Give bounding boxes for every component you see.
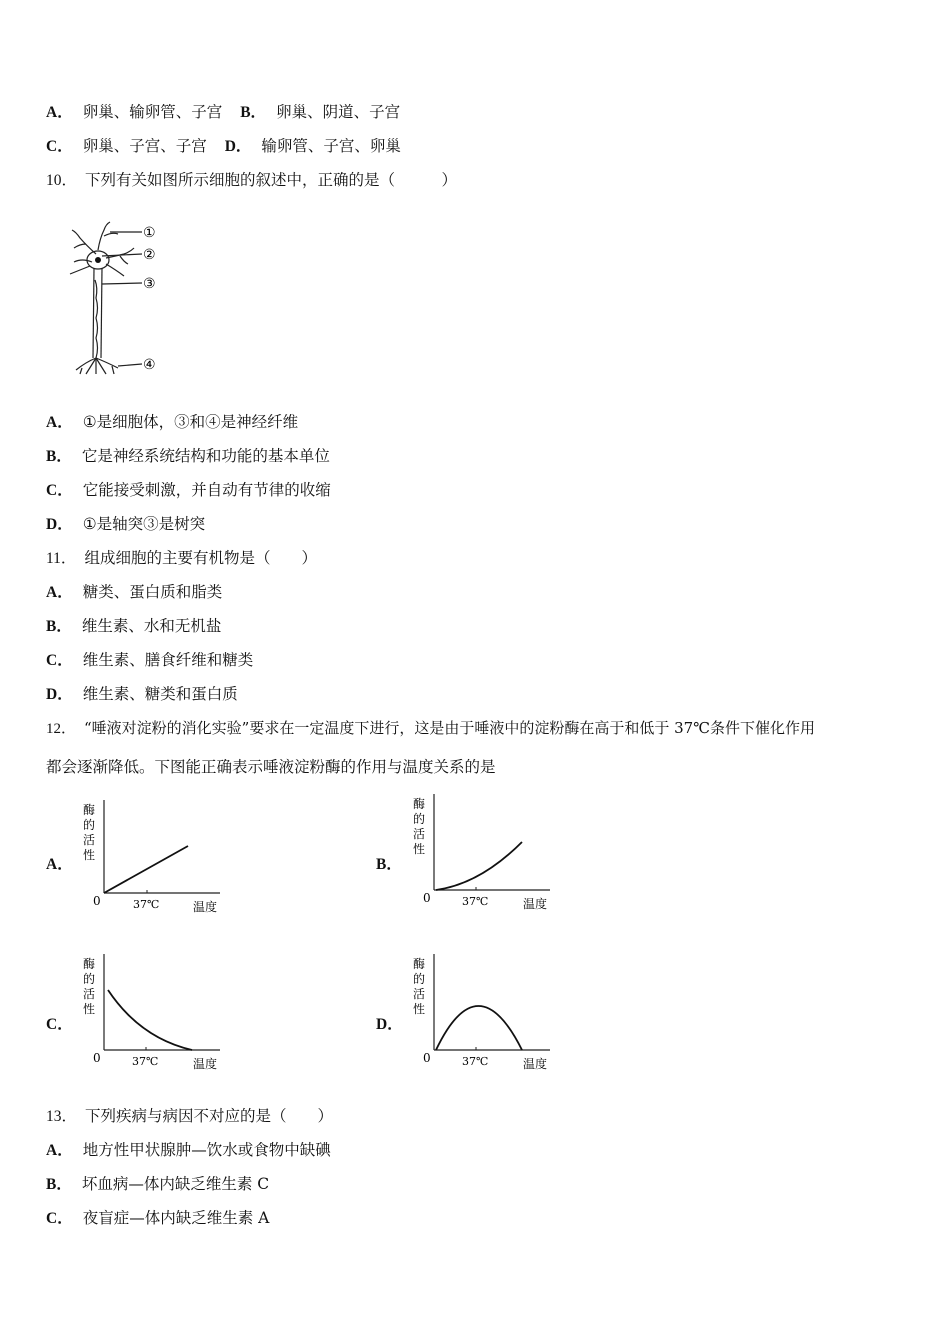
option-label: A． [46, 584, 73, 601]
y-char: 酶 [83, 803, 96, 817]
option-label: C． [46, 1210, 73, 1227]
option-label: D． [46, 686, 73, 703]
y-char: 活 [83, 987, 96, 1001]
q13-option-b [46, 1174, 269, 1195]
option-label: A． [46, 104, 73, 121]
origin-label: 0 [93, 894, 101, 908]
q10-option-c [46, 480, 331, 501]
option-text: 维生素、糖类和蛋白质 [82, 685, 238, 703]
option-label: B． [46, 1176, 72, 1193]
option-label: B． [46, 618, 72, 635]
question-text: 组成细胞的主要有机物是（ ） [84, 549, 317, 567]
y-char: 的 [413, 812, 426, 826]
y-char: 活 [83, 833, 96, 847]
tick-label: 37℃ [462, 1055, 489, 1068]
y-char: 酶 [413, 957, 426, 971]
q9-options-row-1 [46, 102, 400, 123]
q10-stem [46, 170, 457, 191]
option-text: ①是轴突③是树突 [82, 515, 206, 533]
option-text: ①是细胞体，③和④是神经纤维 [82, 413, 299, 431]
question-text: “唾液对淀粉的消化实验”要求在一定温度下进行，这是由于唾液中的淀粉酶在高于和低于 37℃条件下催化作用 [84, 719, 815, 737]
option-label: D． [224, 138, 252, 155]
q13-option-a [46, 1140, 331, 1161]
question-text-continued: 都会逐渐降低。下图能正确表示唾液淀粉酶的作用与温度关系的是 [46, 758, 496, 776]
y-axis-chars [83, 802, 95, 862]
y-char: 性 [83, 848, 96, 862]
tick-label: 37℃ [132, 1055, 159, 1068]
q11-option-d [46, 684, 238, 705]
graph-a [80, 798, 230, 916]
option-label: C． [46, 482, 73, 499]
tick-label: 37℃ [133, 898, 160, 911]
neuron-diagram [62, 218, 172, 380]
y-char: 性 [413, 842, 426, 856]
option-text: 维生素、膳食纤维和糖类 [82, 651, 254, 669]
q11-option-c [46, 650, 253, 671]
graph-label-b: B． [376, 856, 402, 873]
graph-c [80, 952, 230, 1074]
option-text: 坏血病—体内缺乏维生素 C [81, 1175, 270, 1193]
option-label: C． [46, 138, 73, 155]
q12-stem-line-1 [46, 718, 815, 739]
q11-option-a [46, 582, 222, 603]
y-char: 性 [83, 1002, 96, 1016]
curve-c [108, 990, 192, 1050]
question-number: 10． [46, 172, 78, 189]
q11-option-b [46, 616, 221, 637]
curve-a [104, 846, 188, 893]
origin-label: 0 [93, 1051, 101, 1065]
graph-label-d: D． [376, 1016, 403, 1033]
x-axis-label: 温度 [523, 1057, 548, 1071]
option-text: 地方性甲状腺肿—饮水或食物中缺碘 [82, 1141, 331, 1159]
origin-label: 0 [423, 1051, 431, 1065]
question-number: 12． [46, 721, 77, 737]
x-axis-label: 温度 [523, 897, 548, 911]
curve-b [436, 842, 522, 890]
y-char: 的 [83, 818, 96, 832]
question-number: 13． [46, 1108, 78, 1125]
option-label: B． [240, 104, 267, 121]
q10-option-d [46, 514, 205, 535]
option-label: A． [46, 1142, 73, 1159]
question-text: 下列疾病与病因不对应的是（ ） [85, 1107, 334, 1125]
y-char: 酶 [413, 797, 426, 811]
q13-stem [46, 1106, 333, 1127]
tick-label: 37℃ [462, 895, 489, 908]
label-1: ① [143, 225, 156, 241]
q13-option-c [46, 1208, 269, 1229]
option-text: 糖类、蛋白质和脂类 [82, 583, 223, 601]
y-char: 活 [413, 827, 426, 841]
option-text: 它能接受刺激，并自动有节律的收缩 [82, 481, 331, 499]
option-label: A． [46, 414, 73, 431]
question-text: 下列有关如图所示细胞的叙述中，正确的是（ ） [85, 171, 458, 189]
label-4: ④ [143, 357, 156, 373]
y-char: 活 [413, 987, 426, 1001]
option-text: 它是神经系统结构和功能的基本单位 [81, 447, 330, 465]
option-text: 卵巢、输卵管、子宫 [82, 103, 223, 121]
option-label: D． [46, 516, 73, 533]
y-char: 性 [413, 1002, 426, 1016]
q12-stem-line-2 [46, 757, 496, 777]
option-text: 维生素、水和无机盐 [81, 617, 222, 635]
q9-options-row-2 [46, 136, 401, 157]
question-number: 11． [46, 550, 77, 567]
graph-label-c: C． [46, 1016, 73, 1033]
graph-label-a: A． [46, 856, 73, 873]
label-3: ③ [143, 276, 156, 292]
y-char: 酶 [83, 957, 96, 971]
origin-label: 0 [423, 891, 431, 905]
y-axis-chars [413, 796, 425, 856]
x-axis-label: 温度 [193, 1057, 218, 1071]
curve-d [436, 1006, 522, 1050]
option-label: B． [46, 448, 72, 465]
graph-d [410, 952, 560, 1074]
y-char: 的 [413, 972, 426, 986]
q10-option-a [46, 412, 298, 433]
option-text: 卵巢、子宫、子宫 [82, 137, 207, 155]
option-label: C． [46, 652, 73, 669]
q10-option-b [46, 446, 330, 467]
y-char: 的 [83, 972, 96, 986]
x-axis-label: 温度 [193, 900, 218, 914]
q11-stem [46, 548, 317, 569]
y-axis-chars [413, 956, 425, 1016]
label-2: ② [143, 247, 156, 263]
option-text: 输卵管、子宫、卵巢 [261, 137, 401, 155]
option-text: 卵巢、阴道、子宫 [276, 103, 401, 121]
option-text: 夜盲症—体内缺乏维生素 A [82, 1209, 270, 1227]
graph-b [410, 792, 560, 914]
y-axis-chars [83, 956, 95, 1016]
